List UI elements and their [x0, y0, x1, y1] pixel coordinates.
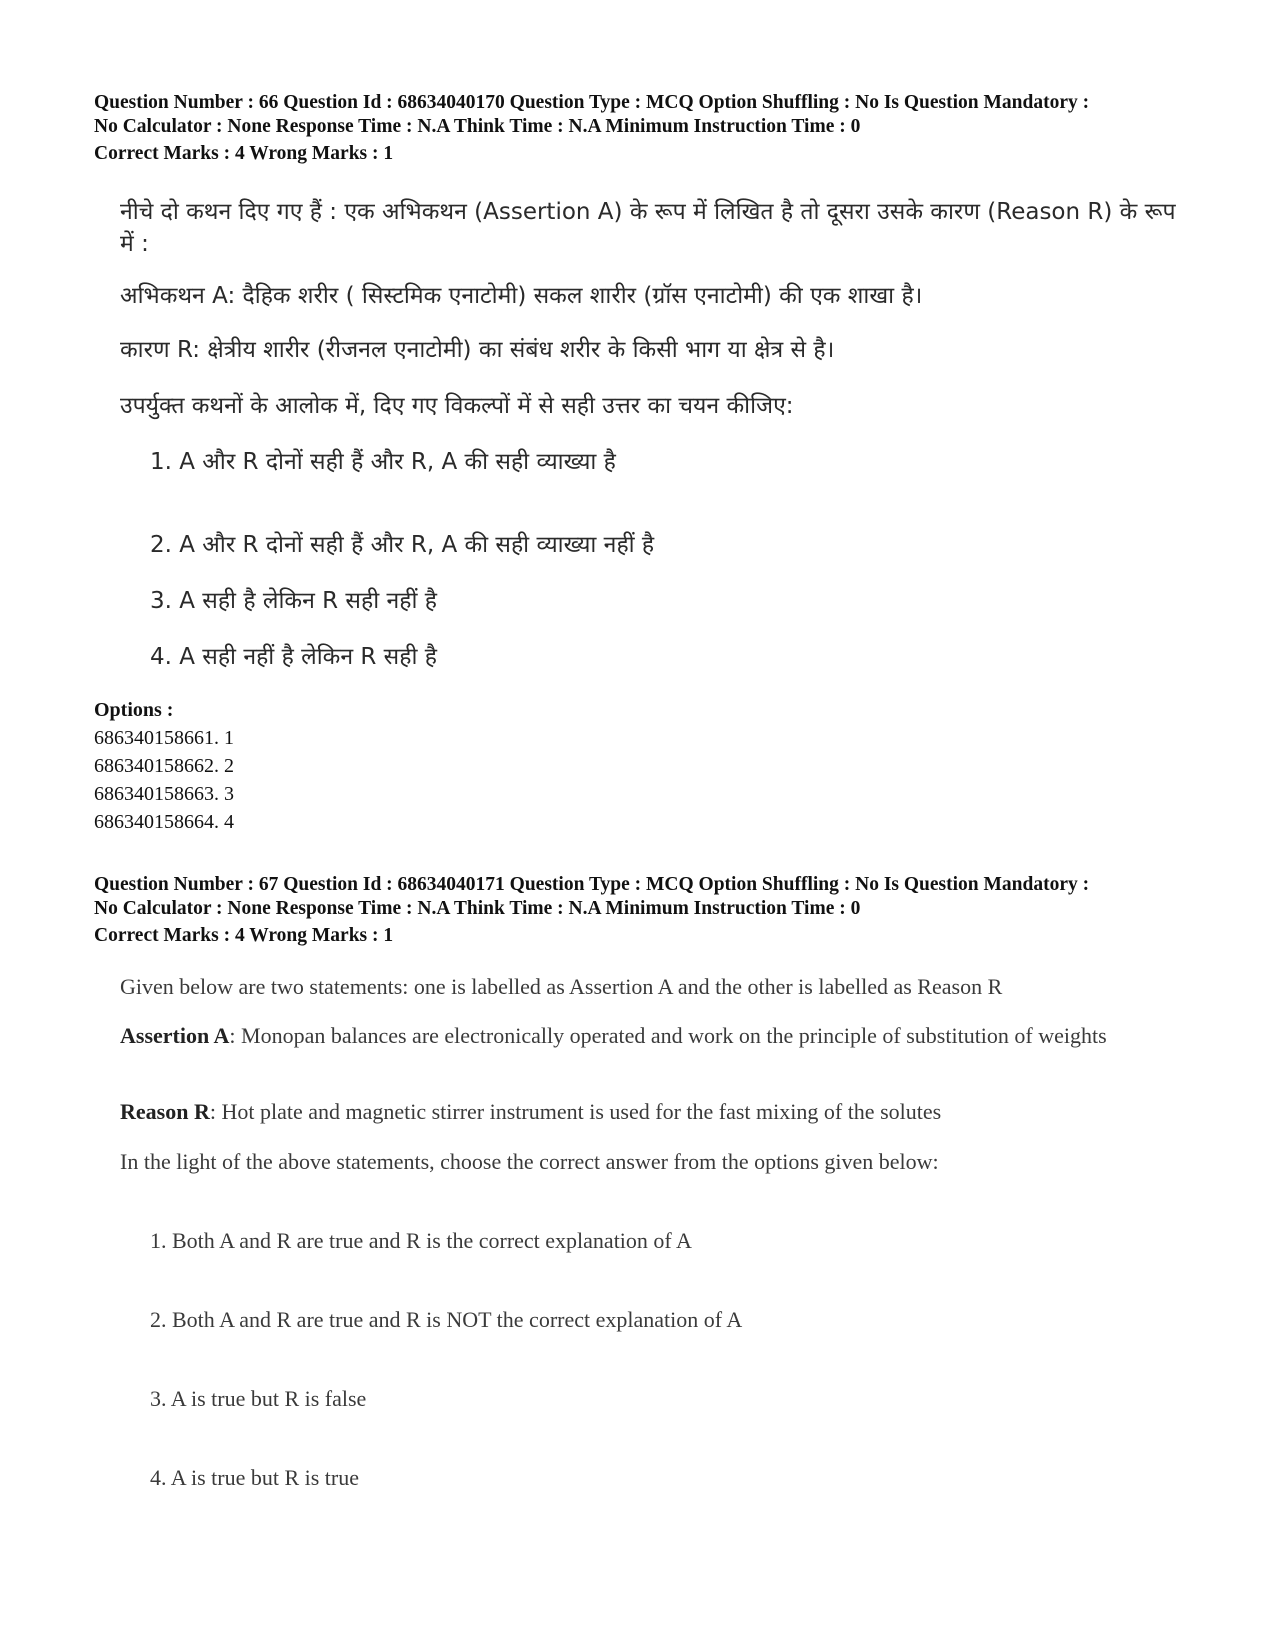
q66-option-id-2: 686340158662. 2: [94, 755, 234, 777]
q67-reason: [120, 1097, 1140, 1126]
q67-assertion-text: : Monopan balances are electronically operated and work on the principle of substitution of weights: [229, 1023, 1107, 1048]
q67-choice-2: 2. Both A and R are true and R is NOT the correct explanation of A: [150, 1307, 743, 1332]
q67-meta: [94, 873, 1194, 921]
q66-intro: नीचे दो कथन दिए गए हैं : एक अभिकथन (Assertion A) के रूप में लिखित है तो दूसरा उसके कारण (Reason R) के रूप में :: [120, 199, 1176, 257]
q67-intro: Given below are two statements: one is labelled as Assertion A and the other is labelled as Reason R: [120, 974, 1003, 999]
q66-choice-2: 2. A और R दोनों सही हैं और R, A की सही व्याख्या नहीं है: [150, 532, 655, 558]
q66-option-id-4: 686340158664. 4: [94, 811, 234, 833]
q67-choice-1: 1. Both A and R are true and R is the correct explanation of A: [150, 1228, 692, 1253]
q66-option-id-3: 686340158663. 3: [94, 783, 234, 805]
q67-assertion-label: Assertion A: [120, 1023, 230, 1048]
q66-marks: Correct Marks : 4 Wrong Marks : 1: [94, 143, 394, 164]
q66-meta: [94, 91, 1194, 139]
q67-instruction: In the light of the above statements, choose the correct answer from the options given below:: [120, 1149, 939, 1174]
q67-meta-line2: No Calculator : None Response Time : N.A Think Time : N.A Minimum Instruction Time : 0: [94, 898, 861, 919]
q66-meta-line2: No Calculator : None Response Time : N.A Think Time : N.A Minimum Instruction Time : 0: [94, 116, 861, 137]
q66-reason: कारण R: क्षेत्रीय शारीर (रीजनल एनाटोमी) का संबंध शरीर के किसी भाग या क्षेत्र से है।: [120, 337, 835, 363]
q67-marks: Correct Marks : 4 Wrong Marks : 1: [94, 925, 394, 946]
q67-choice-3: 3. A is true but R is false: [150, 1386, 367, 1411]
q67-assertion: [120, 1021, 1140, 1050]
q67-meta-line1: Question Number : 67 Question Id : 68634040171 Question Type : MCQ Option Shuffling : No Is Question Mandatory :: [94, 874, 1090, 895]
q66-choice-3: 3. A सही है लेकिन R सही नहीं है: [150, 588, 437, 614]
q67-reason-label: Reason R: [120, 1099, 210, 1124]
q66-choice-1: 1. A और R दोनों सही हैं और R, A की सही व्याख्या है: [150, 449, 616, 475]
q67-choice-4: 4. A is true but R is true: [150, 1465, 359, 1490]
q66-instruction: उपर्युक्त कथनों के आलोक में, दिए गए विकल्पों में से सही उत्तर का चयन कीजिए:: [120, 393, 794, 419]
q66-meta-line1: Question Number : 66 Question Id : 68634040170 Question Type : MCQ Option Shuffling : No Is Question Mandatory :: [94, 92, 1090, 113]
q66-assertion: अभिकथन A: दैहिक शरीर ( सिस्टमिक एनाटोमी) सकल शारीर (ग्रॉस एनाटोमी) की एक शाखा है।: [120, 283, 923, 309]
q66-choice-4: 4. A सही नहीं है लेकिन R सही है: [150, 644, 437, 670]
q66-option-id-1: 686340158661. 1: [94, 727, 234, 749]
q66-options-label: Options :: [94, 699, 174, 721]
q67-reason-text: : Hot plate and magnetic stirrer instrument is used for the fast mixing of the solutes: [209, 1099, 942, 1124]
